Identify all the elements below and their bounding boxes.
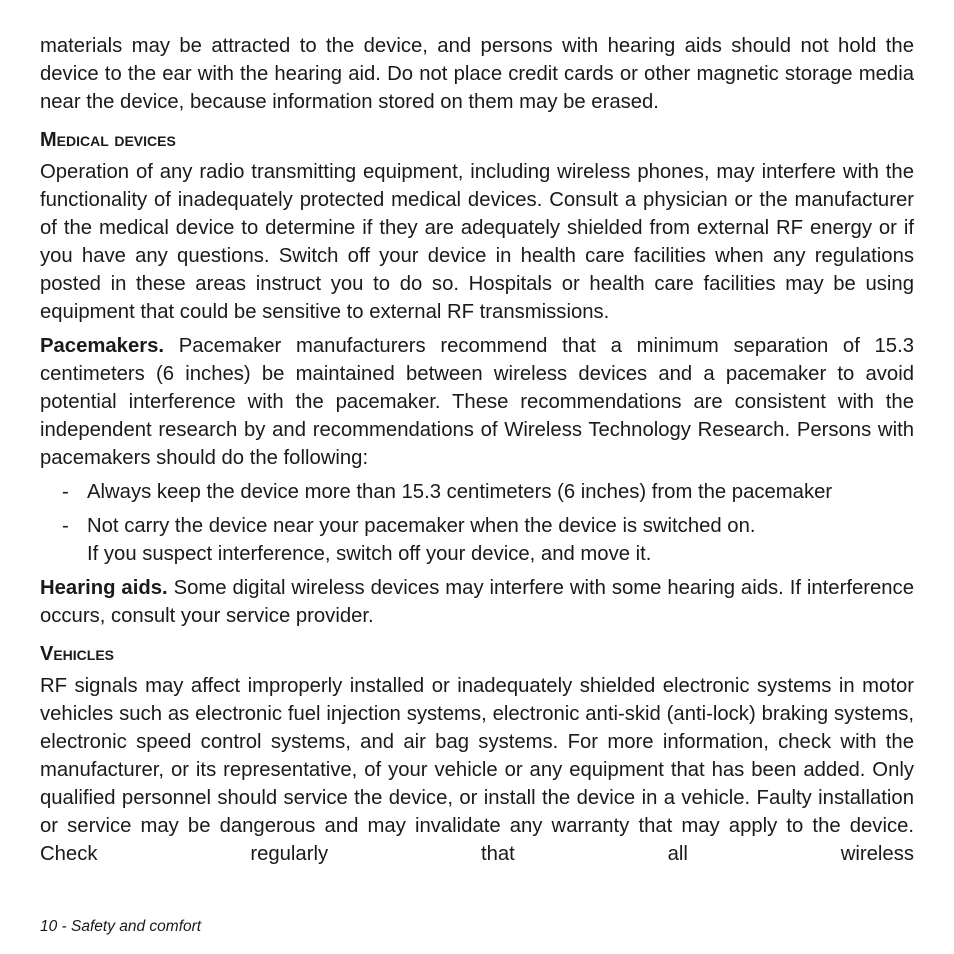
vehicles-heading-text: Vehicles (40, 643, 115, 665)
list-item (40, 478, 914, 506)
list-item-continuation: If you suspect interference, switch off your device, and move it. (87, 543, 652, 565)
dash-bullet: - (62, 515, 69, 537)
list-item-text: Always keep the device more than 15.3 centimeters (6 inches) from the pacemaker (87, 481, 833, 503)
document-page (40, 32, 914, 874)
vehicles-paragraph: RF signals may affect improperly installed or inadequately shielded electronic systems in motor vehicles such as electronic fuel injection systems, electronic anti-skid (anti-lock) braking systems, electronic speed control systems, and air bag systems. For more information, check with the manufacturer, or its representative, of your vehicle or any equipment that has been added. Only qualified personnel should service the device, or install the device in a vehicle. Faulty installation or service may be dangerous and may invalidate any warranty that may apply to the device. Check regularly that all wireless (40, 675, 914, 865)
list-item (40, 512, 914, 568)
dash-bullet: - (62, 481, 69, 503)
medical-devices-heading-text: Medical devices (40, 129, 176, 151)
hearing-aids-text: Some digital wireless devices may interfere with some hearing aids. If interference occurs, consult your service provider. (40, 577, 914, 627)
hearing-aids-label: Hearing aids. (40, 577, 168, 599)
pacemaker-guidelines-list (40, 478, 914, 568)
hearing-aids-paragraph (40, 574, 914, 630)
list-item-text: Not carry the device near your pacemaker when the device is switched on. (87, 515, 756, 537)
vehicles-heading (40, 640, 914, 668)
intro-paragraph: materials may be attracted to the device, and persons with hearing aids should not hold the device to the ear with the hearing aid. Do not place credit cards or other magnetic storage media near the device, because information stored on them may be erased. (40, 35, 914, 113)
medical-devices-heading (40, 126, 914, 154)
medical-devices-paragraph: Operation of any radio transmitting equipment, including wireless phones, may interfere with the functionality of inadequately protected medical devices. Consult a physician or the manufacturer of the medical device to determine if they are adequately shielded from external RF energy or if you have any questions. Switch off your device in health care facilities when any regulations posted in these areas instruct you to do so. Hospitals or health care facilities may be using equipment that could be sensitive to external RF transmissions. (40, 161, 914, 323)
page-footer: 10 - Safety and comfort (40, 918, 202, 935)
pacemakers-text: Pacemaker manufacturers recommend that a minimum separation of 15.3 centimeters (6 inches) be maintained between wireless devices and a pacemaker to avoid potential interference with the pacemaker. These recommendations are consistent with the independent research by and recommendations of Wireless Technology Research. Persons with pacemakers should do the following: (40, 335, 914, 469)
pacemakers-label: Pacemakers. (40, 335, 165, 357)
pacemakers-paragraph (40, 332, 914, 472)
